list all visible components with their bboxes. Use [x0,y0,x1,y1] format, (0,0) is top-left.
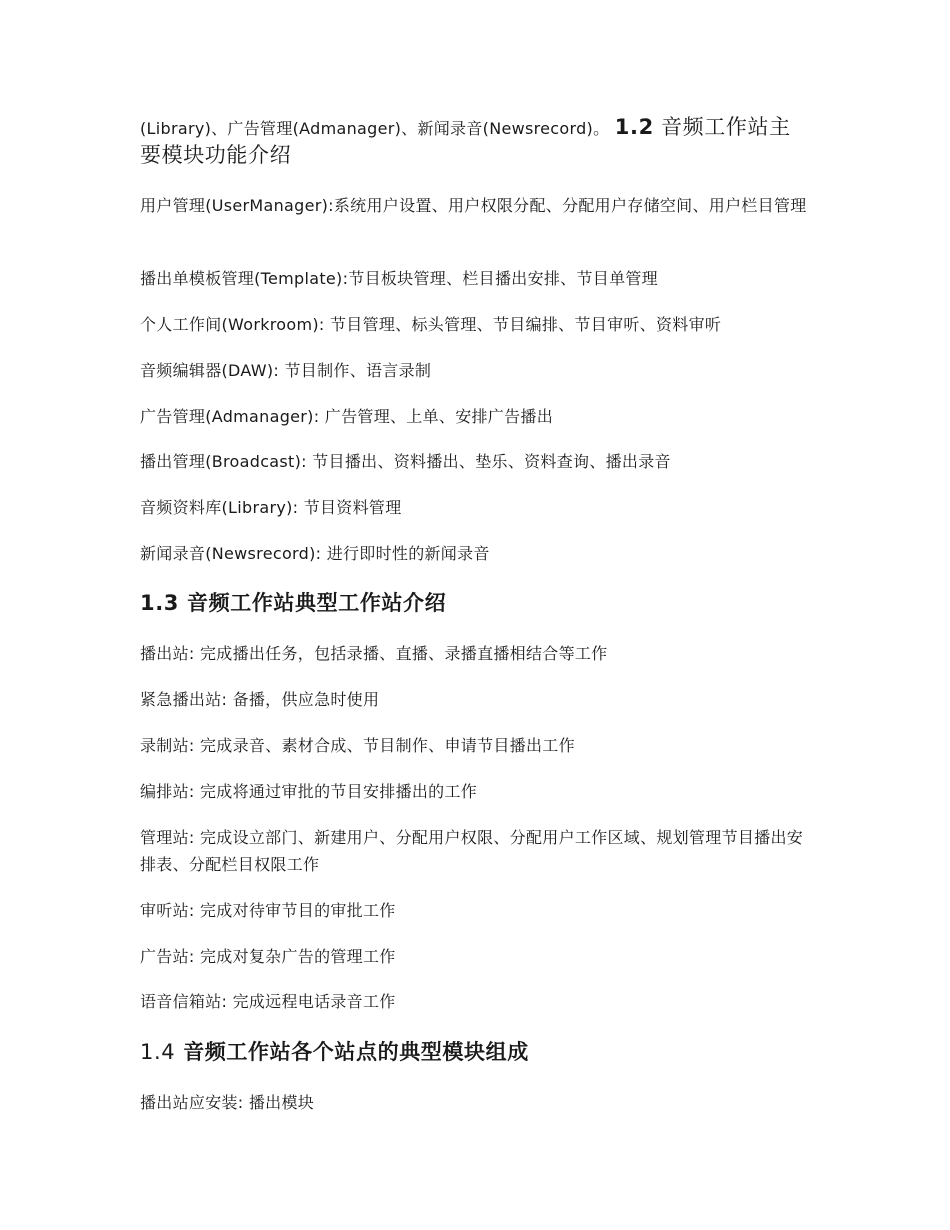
module-item: 新闻录音(Newsrecord): 进行即时性的新闻录音 [140,544,490,563]
station-item: 审听站: 完成对待审节目的审批工作 [140,901,396,920]
module-item: 播出单模板管理(Template):节目板块管理、栏目播出安排、节目单管理 [140,269,658,288]
module-item: 音频编辑器(DAW): 节目制作、语言录制 [140,361,432,380]
module-item: 用户管理(UserManager):系统用户设置、用户权限分配、分配用户存储空间、用户栏目管理 [140,196,807,215]
intro-paragraph [140,114,812,170]
module-item: 播出管理(Broadcast): 节目播出、资料播出、垫乐、资料查询、播出录音 [140,452,671,471]
section-title: 音频工作站主要模块功能介绍 [140,115,791,167]
module-item: 音频资料库(Library): 节目资料管理 [140,498,402,517]
station-item: 编排站: 完成将通过审批的节目安排播出的工作 [140,782,478,801]
section-title: 音频工作站典型工作站介绍 [187,591,447,615]
section-number: 1.3 [140,591,180,615]
section-number: 1.4 [140,1040,176,1064]
install-item: 播出站应安装: 播出模块 [140,1093,315,1112]
station-item: 录制站: 完成录音、素材合成、节目制作、申请节目播出工作 [140,736,575,755]
station-item: 播出站: 完成播出任务，包括录播、直播、录播直播相结合等工作 [140,644,608,663]
station-item: 管理站: 完成设立部门、新建用户、分配用户权限、分配用户工作区域、规划管理节目播出安排表、分配栏目权限工作 [140,828,804,874]
station-item: 紧急播出站: 备播，供应急时使用 [140,690,380,709]
station-item: 语音信箱站: 完成远程电话录音工作 [140,992,396,1011]
section-title: 音频工作站各个站点的典型模块组成 [183,1040,529,1064]
module-item: 个人工作间(Workroom): 节目管理、标头管理、节目编排、节目审听、资料审听 [140,315,722,334]
section-heading-1-4 [140,1039,812,1066]
intro-text: (Library)、广告管理(Admanager)、新闻录音(Newsrecord)。 [140,119,610,138]
section-number: 1.2 [614,115,654,139]
module-item: 广告管理(Admanager): 广告管理、上单、安排广告播出 [140,407,553,426]
section-heading-1-3 [140,590,812,617]
station-item: 广告站: 完成对复杂广告的管理工作 [140,947,396,966]
